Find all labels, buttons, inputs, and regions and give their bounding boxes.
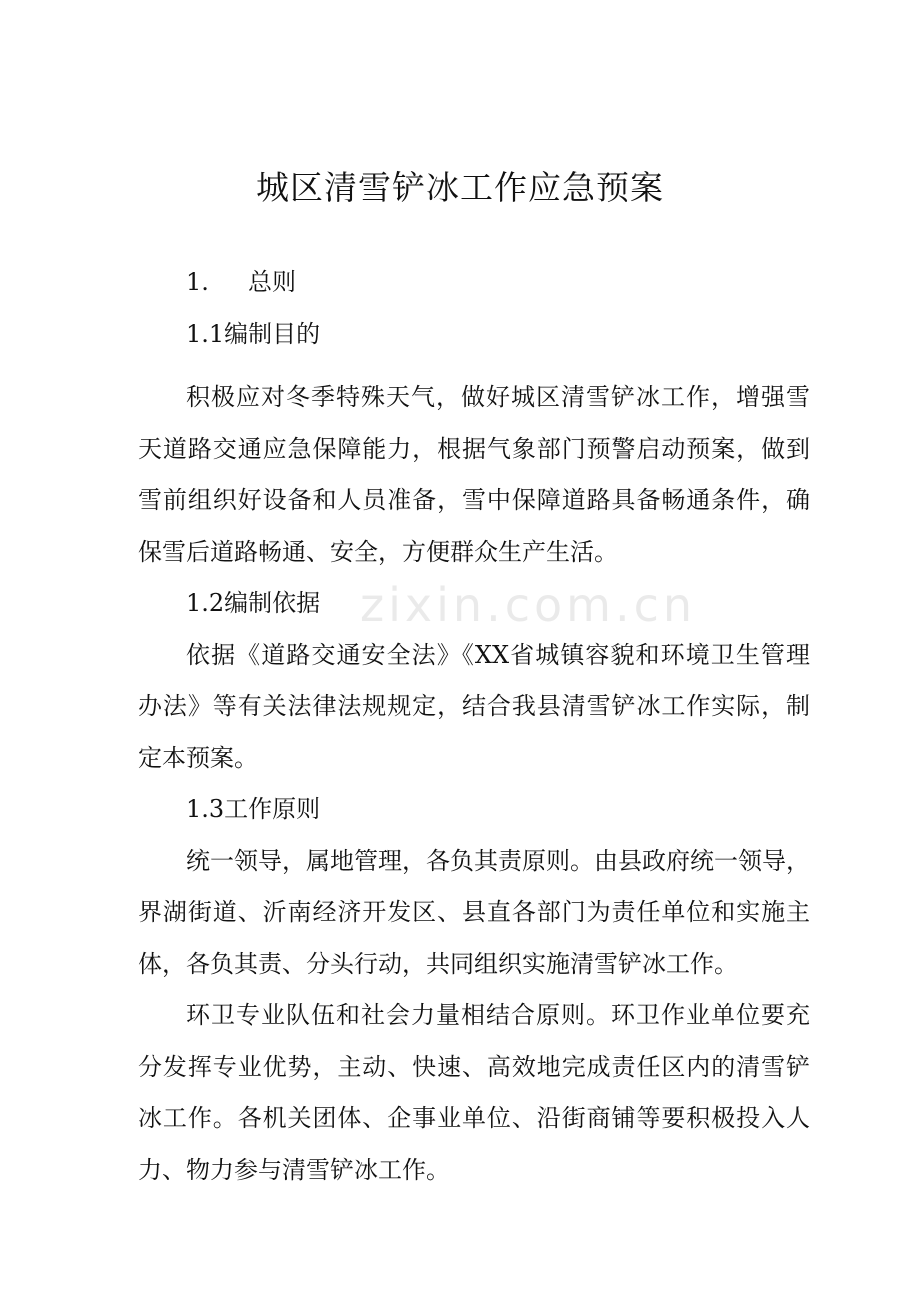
paragraph-line: 办法》等有关法律法规规定，结合我县清雪铲冰工作实际，制 xyxy=(138,692,810,720)
paragraph-line: 定本预案。 xyxy=(138,743,258,772)
document-body xyxy=(138,257,810,1196)
document-title: 城区清雪铲冰工作应急预案 xyxy=(256,168,664,207)
section-heading-basis xyxy=(138,578,810,630)
paragraph-principle-combined xyxy=(138,990,810,1196)
paragraph-line: 冰工作。各机关团体、企事业单位、沿街商铺等要积极投入人 xyxy=(138,1104,810,1132)
paragraph-principle-unified xyxy=(138,836,810,991)
section-title: 编制目的 xyxy=(224,319,321,348)
paragraph-line: 依据《道路交通安全法》《XX省城镇容貌和环境卫生管理 xyxy=(186,640,810,669)
paragraph-purpose xyxy=(138,372,810,578)
section-number: 1.2 xyxy=(186,589,225,617)
paragraph-line: 天道路交通应急保障能力，根据气象部门预警启动预案，做到 xyxy=(138,434,810,463)
paragraph-line: 分发挥专业优势，主动、快速、高效地完成责任区内的清雪铲 xyxy=(138,1052,810,1081)
section-heading-general xyxy=(138,257,810,309)
section-number: 1.3 xyxy=(186,795,225,823)
paragraph-line: 统一领导，属地管理，各负其责原则。由县政府统一领导， xyxy=(186,846,810,875)
paragraph-line: 界湖街道、沂南经济开发区、县直各部门为责任单位和实施主 xyxy=(138,898,810,926)
section-heading-purpose xyxy=(138,309,810,361)
paragraph-line: 体，各负其责、分头行动，共同组织实施清雪铲冰工作。 xyxy=(138,949,738,978)
paragraph-line: 积极应对冬季特殊天气，做好城区清雪铲冰工作，增强雪 xyxy=(186,383,810,411)
section-number: 1. xyxy=(186,268,209,296)
paragraph-line: 环卫专业队伍和社会力量相结合原则。环卫作业单位要充 xyxy=(186,1001,810,1029)
section-title: 编制依据 xyxy=(224,589,321,617)
paragraph-line: 保雪后道路畅通、安全，方便群众生产生活。 xyxy=(138,537,618,566)
watermark: zixin.com.cn xyxy=(360,578,697,632)
paragraph-line: 雪前组织好设备和人员准备，雪中保障道路具备畅通条件，确 xyxy=(138,486,810,514)
paragraph-basis xyxy=(138,630,810,785)
section-title: 工作原则 xyxy=(224,795,321,823)
section-number: 1.1 xyxy=(186,319,225,348)
section-title: 总则 xyxy=(248,268,296,296)
section-heading-principles xyxy=(138,784,810,836)
paragraph-line: 力、物力参与清雪铲冰工作。 xyxy=(138,1155,450,1184)
